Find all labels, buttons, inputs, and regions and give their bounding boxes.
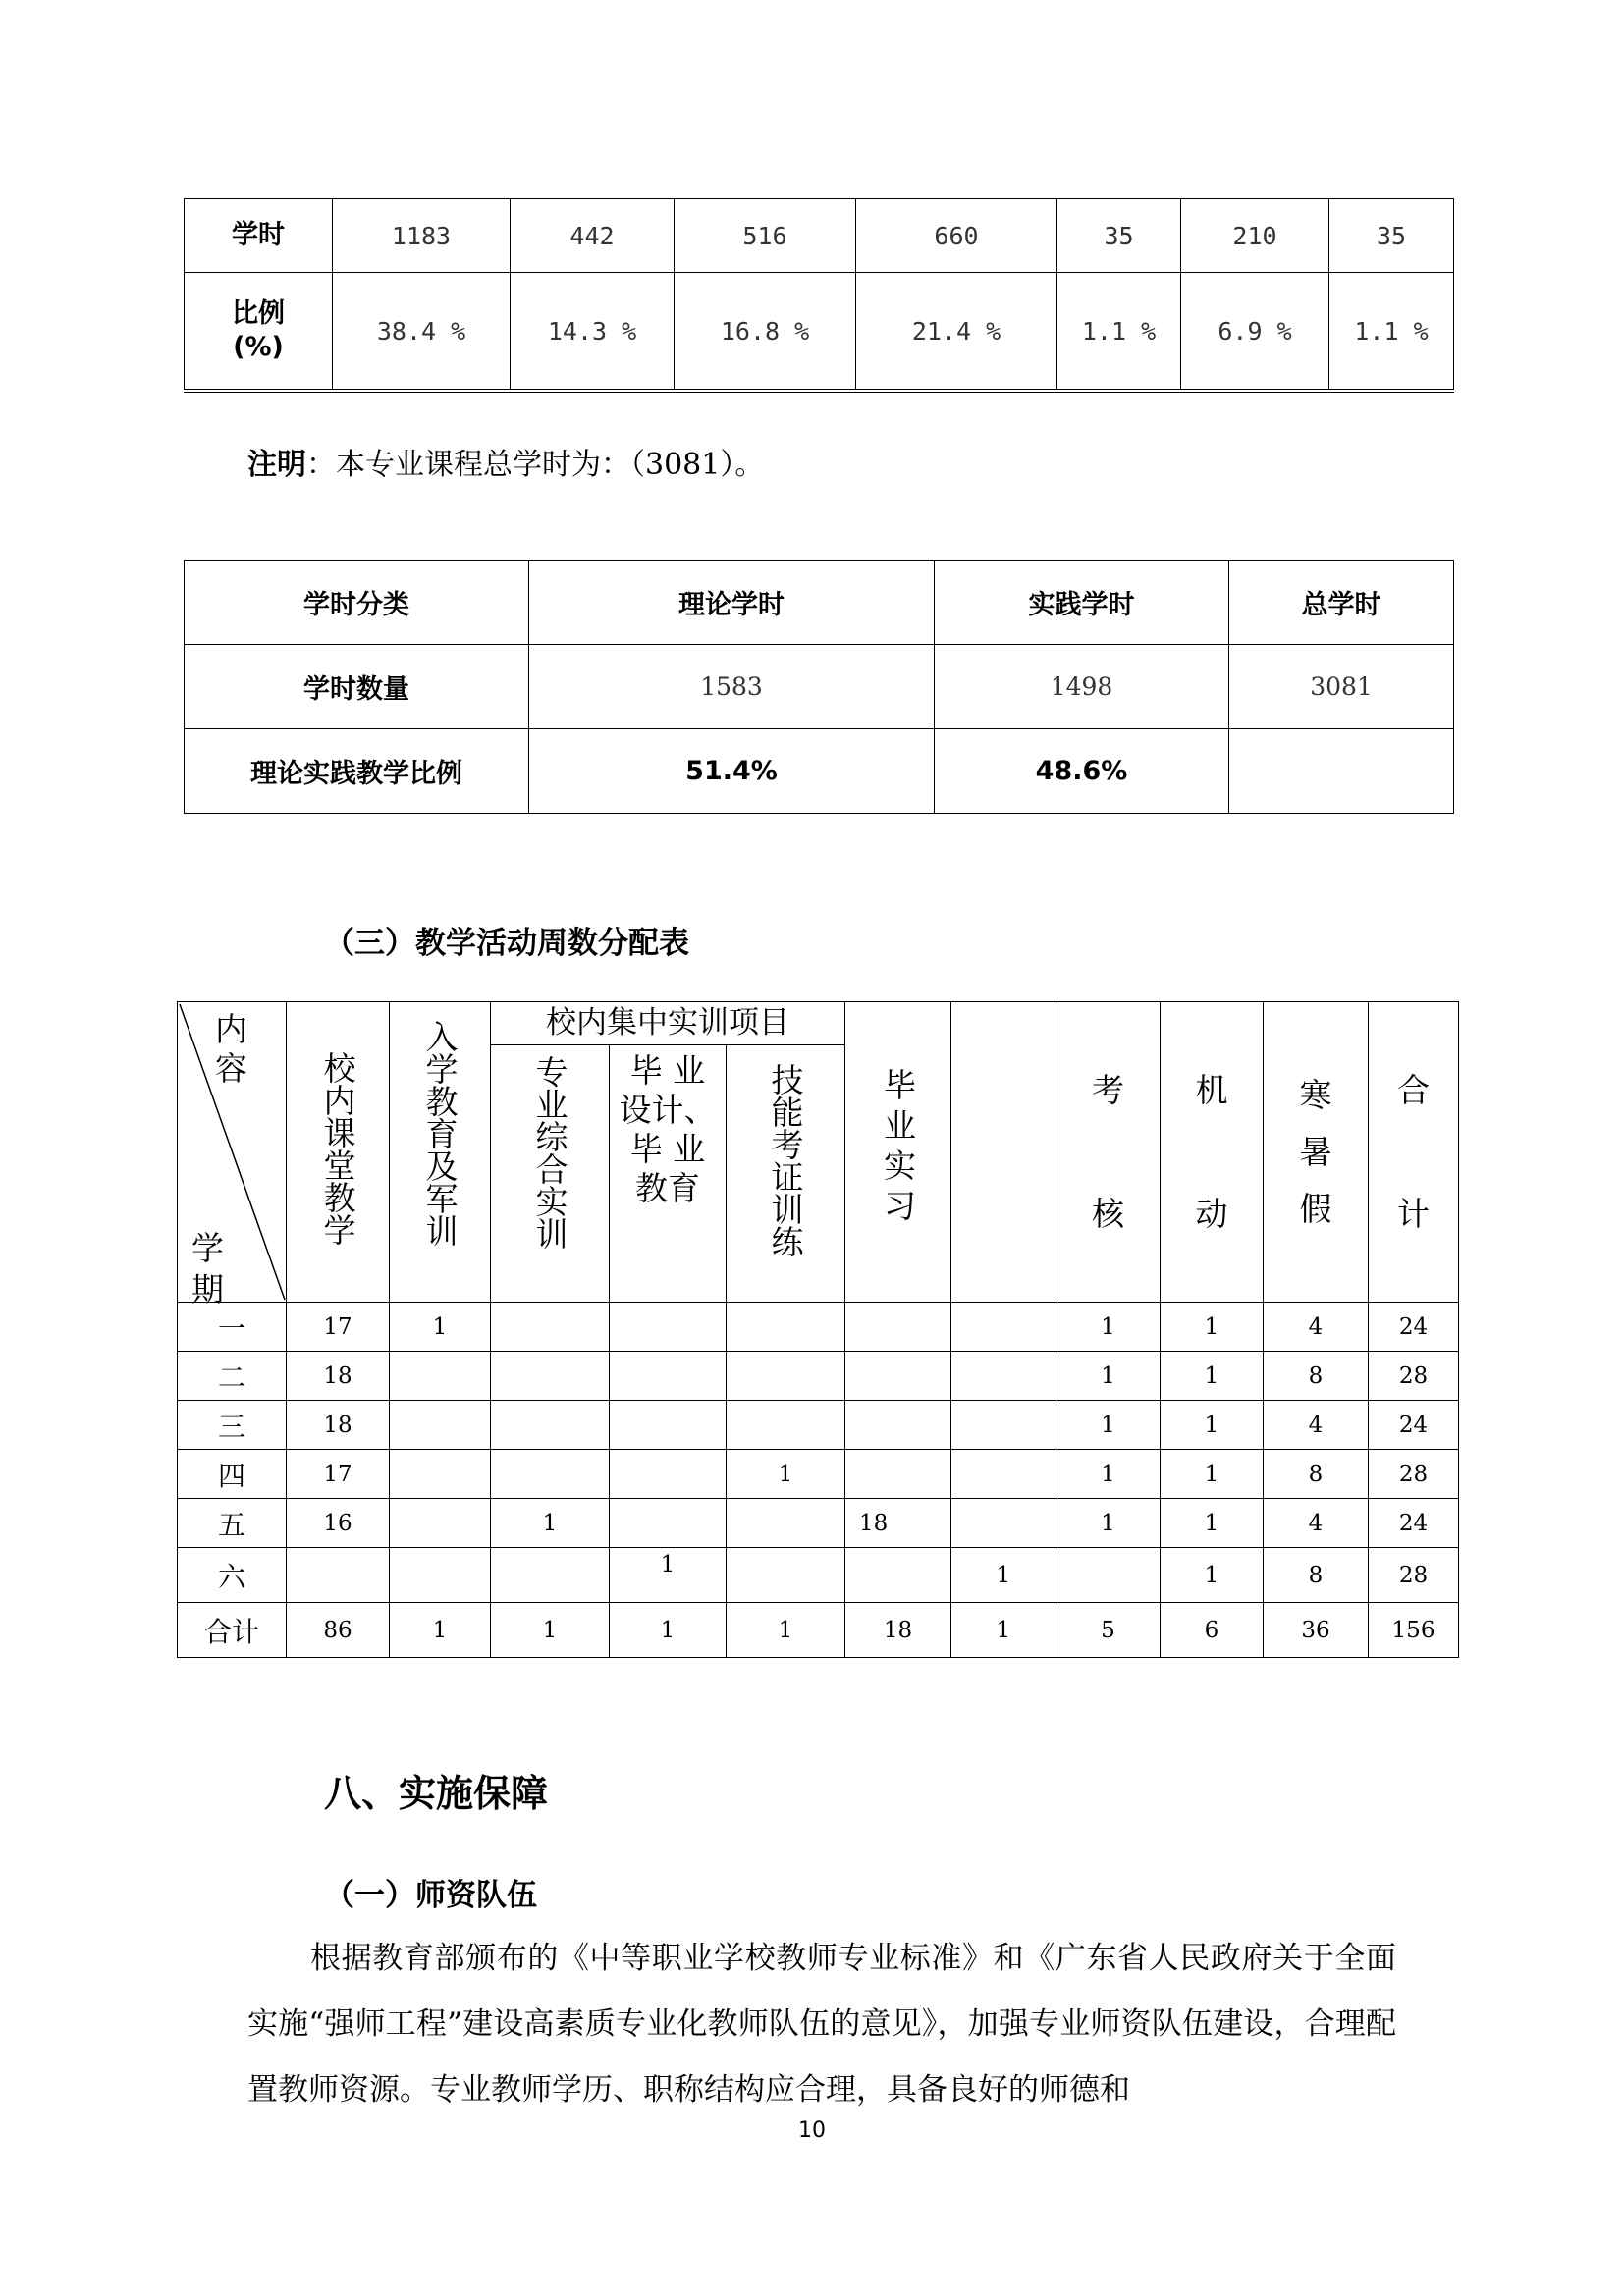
table-cell [610,1303,727,1352]
table-row [185,729,1454,814]
table-cell [845,1450,951,1499]
row-label: 学时 [185,199,333,273]
header-exam: 考 核 [1056,1002,1161,1303]
table-cell: 1 [727,1450,845,1499]
table-cell [610,1401,727,1450]
header-cell: 实践学时 [935,561,1229,645]
table-cell [727,1548,845,1603]
table-row [178,1548,1459,1603]
header-entrance: 入学教育及军训 [390,1002,491,1303]
table-cell: 1 [1056,1450,1161,1499]
table-cell [390,1548,491,1603]
table-cell [727,1303,845,1352]
header-total: 合 计 [1369,1002,1459,1303]
table-cell [727,1401,845,1450]
table-cell: 1 [1056,1303,1161,1352]
semester-label: 一 [178,1303,287,1352]
table-cell [1229,729,1454,814]
table-cell [845,1401,951,1450]
table-cell [727,1499,845,1548]
table-cell: 1 [610,1603,727,1658]
subsection-heading: （一）师资队伍 [324,1878,537,1913]
semester-label: 合计 [178,1603,287,1658]
table-cell: 156 [1369,1603,1459,1658]
semester-label: 六 [178,1548,287,1603]
table-cell: 4 [1264,1303,1369,1352]
table-cell: 38.4 % [333,273,511,392]
table-cell: 18 [287,1352,390,1401]
table-cell [951,1450,1056,1499]
table-cell: 24 [1369,1401,1459,1450]
table-cell: 1 [390,1603,491,1658]
corner-bottom-label: 学 期 [191,1229,224,1308]
header-cell: 学时分类 [185,561,529,645]
hours-ratio-table [184,198,1454,393]
table-cell: 1.1 % [1057,273,1181,392]
table-cell [390,1401,491,1450]
table-cell: 1 [1161,1499,1264,1548]
table-cell [610,1352,727,1401]
body-paragraph: 根据教育部颁布的《中等职业学校教师专业标准》和《广东省人民政府关于全面实施“强师工程”建设高素质专业化教师队伍的意见》，加强专业师资队伍建设，合理配置教师资源。专业教师学历、职称结构应合理，具备良好的师德和 [247,1941,1396,2108]
row-label: 理论实践教学比例 [185,729,529,814]
semester-label: 三 [178,1401,287,1450]
table-cell [390,1352,491,1401]
header-skill-cert: 技能考证训练 [727,1045,845,1303]
table-row [185,199,1454,273]
table-cell: 3081 [1229,645,1454,729]
table-row [178,1450,1459,1499]
table-cell: 18 [845,1603,951,1658]
table-cell: 6.9 % [1181,273,1329,392]
table-cell [491,1450,610,1499]
header-classroom: 校内课堂教学 [287,1002,390,1303]
table-header-row [178,1002,1459,1045]
header-flex: 机 动 [1161,1002,1264,1303]
row-label: 比例 (%) [185,273,333,392]
table-row [178,1352,1459,1401]
header-vacation: 寒 暑 假 [1264,1002,1369,1303]
table-cell: 36 [1264,1603,1369,1658]
note-prefix: 注明 [247,448,306,482]
header-blank [951,1002,1056,1303]
table-row [178,1499,1459,1548]
semester-label: 四 [178,1450,287,1499]
table-cell: 24 [1369,1303,1459,1352]
table-cell: 86 [287,1603,390,1658]
header-cell: 理论学时 [529,561,935,645]
table-cell: 1 [727,1603,845,1658]
table-cell: 4 [1264,1499,1369,1548]
table-cell [610,1499,727,1548]
table-cell: 1 [1161,1352,1264,1401]
table-cell: 516 [675,199,856,273]
total-hours-note [247,440,764,483]
header-graduation-design: 毕 业 设计、 毕 业 教育 [610,1045,727,1303]
semester-label: 五 [178,1499,287,1548]
header-comprehensive-training: 专业综合实训 [491,1045,610,1303]
table-cell: 28 [1369,1450,1459,1499]
table-cell: 1 [951,1603,1056,1658]
section-title: （三）教学活动周数分配表 [324,926,689,961]
header-internship: 毕业实习 [845,1002,951,1303]
table-cell: 1 [1161,1450,1264,1499]
header-cell: 总学时 [1229,561,1454,645]
table-cell: 17 [287,1450,390,1499]
table-cell: 17 [287,1303,390,1352]
table-cell [845,1303,951,1352]
table-cell [845,1352,951,1401]
corner-top-label: 内 容 [215,1010,247,1088]
table-cell [491,1548,610,1603]
table-cell: 35 [1057,199,1181,273]
table-row [185,645,1454,729]
table-cell [287,1548,390,1603]
corner-cell [178,1002,287,1308]
table-cell [491,1303,610,1352]
table-cell [951,1352,1056,1401]
table-cell: 1498 [935,645,1229,729]
table-cell: 210 [1181,199,1329,273]
table-cell [390,1499,491,1548]
table-cell: 1.1 % [1329,273,1454,392]
table-cell [727,1352,845,1401]
table-cell: 1 [1056,1401,1161,1450]
table-cell: 1183 [333,199,511,273]
table-cell: 660 [856,199,1057,273]
note-text: ：本专业课程总学时为：（3081）。 [306,448,765,482]
section-heading: 八、实施保障 [324,1772,549,1815]
table-cell [491,1352,610,1401]
table-cell: 1 [951,1548,1056,1603]
table-cell: 16 [287,1499,390,1548]
table-cell: 51.4% [529,729,935,814]
table-cell: 28 [1369,1352,1459,1401]
table-cell: 1 [491,1499,610,1548]
table-cell: 24 [1369,1499,1459,1548]
table-cell [1056,1548,1161,1603]
header-training-group: 校内集中实训项目 [491,1002,845,1045]
table-cell: 8 [1264,1352,1369,1401]
table-cell: 14.3 % [511,273,675,392]
table-cell: 442 [511,199,675,273]
table-cell: 5 [1056,1603,1161,1658]
table-cell: 1 [390,1303,491,1352]
table-cell: 8 [1264,1450,1369,1499]
week-allocation-table [177,1001,1459,1658]
table-cell: 1 [1161,1303,1264,1352]
row-label: 学时数量 [185,645,529,729]
table-cell: 4 [1264,1401,1369,1450]
table-header-row [185,561,1454,645]
table-cell: 1 [610,1548,727,1603]
table-cell [951,1401,1056,1450]
table-cell: 1 [1161,1401,1264,1450]
table-cell: 28 [1369,1548,1459,1603]
table-cell: 1583 [529,645,935,729]
table-cell: 18 [287,1401,390,1450]
table-cell: 8 [1264,1548,1369,1603]
table-cell: 48.6% [935,729,1229,814]
table-row [178,1303,1459,1352]
table-cell: 1 [1056,1352,1161,1401]
table-cell [610,1450,727,1499]
page-number: 10 [798,2118,826,2143]
table-cell: 1 [1056,1499,1161,1548]
theory-practice-table [184,560,1454,814]
table-cell [845,1548,951,1603]
table-cell [390,1450,491,1499]
table-cell: 1 [491,1603,610,1658]
table-cell [951,1499,1056,1548]
table-cell: 6 [1161,1603,1264,1658]
table-row [185,273,1454,392]
total-row [178,1603,1459,1658]
table-cell: 1 [1161,1548,1264,1603]
table-row [178,1401,1459,1450]
table-cell: 18 [845,1499,951,1548]
table-cell: 35 [1329,199,1454,273]
semester-label: 二 [178,1352,287,1401]
table-cell [491,1401,610,1450]
table-cell: 16.8 % [675,273,856,392]
table-cell [951,1303,1056,1352]
table-cell: 21.4 % [856,273,1057,392]
